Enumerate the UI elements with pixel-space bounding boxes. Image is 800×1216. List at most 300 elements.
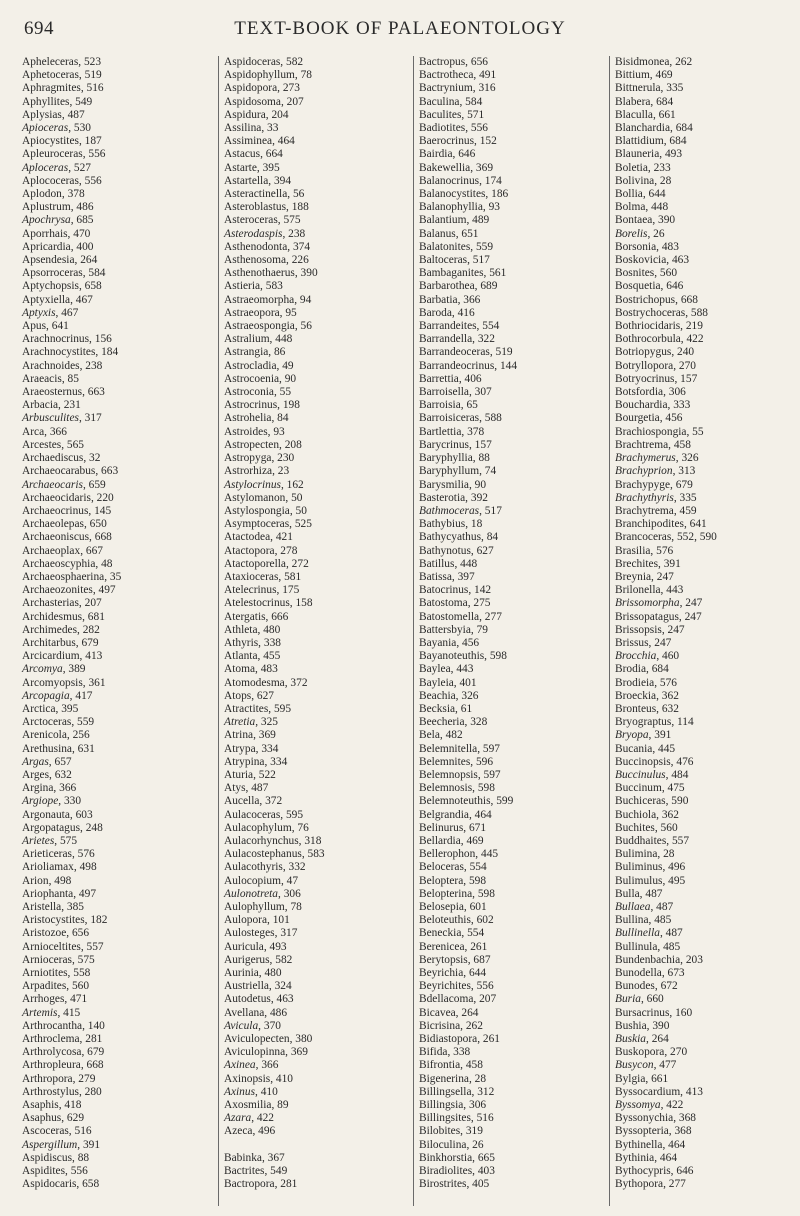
index-entry: Archimedes, 282 <box>22 623 100 636</box>
index-entry: Aplococeras, 556 <box>22 174 102 187</box>
index-entry: Balantium, 489 <box>419 214 490 227</box>
index-entry: Brissus, 247 <box>615 636 672 649</box>
index-entry: Bothriocidaris, 219 <box>615 320 703 333</box>
index-column-4 <box>609 56 785 1206</box>
index-entry: Barrandeites, 554 <box>419 320 500 333</box>
index-entry: Belgrandia, 464 <box>419 808 492 821</box>
index-entry: Bullinula, 485 <box>615 940 681 953</box>
index-entry: Baylea, 443 <box>419 663 474 676</box>
index-entry: Archaeocrinus, 145 <box>22 504 112 517</box>
index-entry: Arcomyopsis, 361 <box>22 676 106 689</box>
index-entry: Arthrolycosa, 679 <box>22 1046 105 1059</box>
index-entry: Buccinopsis, 476 <box>615 755 694 768</box>
index-entry: Batostomella, 277 <box>419 610 502 623</box>
index-entry: Bryopa, 391 <box>615 729 672 742</box>
index-entry: Bigenerina, 28 <box>419 1072 487 1085</box>
index-entry: Byssonychia, 368 <box>615 1112 696 1125</box>
index-entry: Bullina, 485 <box>615 914 672 927</box>
index-entry: Argopatagus, 248 <box>22 821 103 834</box>
index-entry: Belosepia, 601 <box>419 901 487 913</box>
index-entry: Aulosteges, 317 <box>224 927 298 940</box>
index-entry: Balanocrinus, 174 <box>419 174 502 187</box>
index-entry: Apioceras, 530 <box>22 122 91 135</box>
index-entry: Apheleceras, 523 <box>22 56 102 68</box>
index-entry: Asaphus, 629 <box>22 1112 85 1125</box>
index-entry: Brachtrema, 458 <box>615 438 691 451</box>
index-entry: Asaphis, 418 <box>22 1099 82 1112</box>
index-entry: Arcopagia, 417 <box>22 689 93 702</box>
index-entry: Bellardia, 469 <box>419 834 484 847</box>
index-entry: Bactropora, 281 <box>224 1178 298 1191</box>
index-entry: Aphetoceras, 519 <box>22 69 102 82</box>
index-entry: Ariophanta, 497 <box>22 887 97 900</box>
index-entry: Argas, 657 <box>22 755 72 768</box>
index-entry: Arcomya, 389 <box>22 663 86 676</box>
index-column-1 <box>22 56 172 1206</box>
index-entry: Brocchia, 460 <box>615 650 680 663</box>
index-entry: Barrandeoceras, 519 <box>419 346 513 359</box>
index-entry: Araeacis, 85 <box>22 372 79 385</box>
index-entry: Archaeosphaerina, 35 <box>22 570 122 583</box>
index-entry: Atelestocrinus, 158 <box>224 597 313 610</box>
index-entry: Bathycyathus, 84 <box>419 531 499 544</box>
index-entry: Arthrostylus, 280 <box>22 1085 102 1098</box>
index-entry: Barrandella, 322 <box>419 333 495 346</box>
index-entry: Billingsia, 306 <box>419 1099 487 1112</box>
index-entry: Becksia, 61 <box>419 702 473 715</box>
index-entry: Bolma, 448 <box>615 201 669 214</box>
index-entry: Buskopora, 270 <box>615 1046 688 1059</box>
index-entry: Bourgetia, 456 <box>615 412 683 425</box>
index-entry: Astieria, 583 <box>224 280 283 293</box>
index-entry: Archaeolepas, 650 <box>22 518 107 531</box>
index-entry: Atoma, 483 <box>224 663 278 676</box>
index-entry: Aplysias, 487 <box>22 108 85 121</box>
index-entry: Astralium, 448 <box>224 333 293 346</box>
index-entry: Astarte, 395 <box>224 161 280 174</box>
index-entry: Bushia, 390 <box>615 1019 670 1032</box>
index-entry: Biradiolites, 403 <box>419 1165 495 1178</box>
index-entry: Borsonia, 483 <box>615 240 679 253</box>
index-entry: Billingsites, 516 <box>419 1112 494 1125</box>
index-entry: Belemnites, 596 <box>419 755 494 768</box>
index-entry: Atomodesma, 372 <box>224 676 308 689</box>
index-entry: Aucella, 372 <box>224 795 283 808</box>
index-entry: Binkhorstia, 665 <box>419 1151 495 1164</box>
index-entry: Astylomanon, 50 <box>224 491 303 504</box>
index-entry: Aulacorhynchus, 318 <box>224 834 322 847</box>
index-entry: Atrypina, 334 <box>224 755 288 768</box>
index-entry: Arenicola, 256 <box>22 729 90 742</box>
index-entry: Belopterina, 598 <box>419 887 495 900</box>
index-entry: Bidiastopora, 261 <box>419 1033 500 1046</box>
index-entry: Astraeopora, 95 <box>224 306 297 319</box>
index-entry: Buddhaites, 557 <box>615 834 690 847</box>
index-entry: Billingsella, 312 <box>419 1085 495 1098</box>
index-entry: Baryphyllia, 88 <box>419 452 490 465</box>
index-entry: Arthrocantha, 140 <box>22 1019 105 1032</box>
index-entry: Beyrichites, 556 <box>419 980 494 993</box>
index-entry: Atrypa, 334 <box>224 742 279 755</box>
index-entry: Aspidocaris, 658 <box>22 1178 100 1191</box>
index-entry: Arachnocystites, 184 <box>22 346 119 359</box>
index-entry: Architarbus, 679 <box>22 636 99 649</box>
index-entry: Blauneria, 493 <box>615 148 683 161</box>
index-entry: Axinea, 366 <box>224 1059 279 1072</box>
index-entry: Astrocrinus, 198 <box>224 399 300 412</box>
index-entry: Bolivina, 28 <box>615 174 672 187</box>
index-entry: Astroides, 93 <box>224 425 285 438</box>
index-entry: Bythopora, 277 <box>615 1178 686 1191</box>
index-entry: Aviculopinna, 369 <box>224 1046 308 1059</box>
index-entry: Archaeoniscus, 668 <box>22 531 112 544</box>
index-column-3 <box>413 56 599 1206</box>
index-entry: Beloptera, 598 <box>419 874 487 887</box>
index-entry: Brilonella, 443 <box>615 584 684 597</box>
index-entry: Bulimulus, 495 <box>615 874 686 887</box>
index-entry: Brachytrema, 459 <box>615 504 697 517</box>
page-number: 694 <box>24 18 54 39</box>
index-entry: Bontaea, 390 <box>615 214 676 227</box>
index-entry: Bythinella, 464 <box>615 1138 686 1151</box>
index-entry: Beachia, 326 <box>419 689 479 702</box>
index-entry: Astraeomorpha, 94 <box>224 293 312 306</box>
index-entry: Archidesmus, 681 <box>22 610 105 623</box>
index-entry: Brachyprion, 313 <box>615 465 696 478</box>
index-entry: Aploceras, 527 <box>22 161 91 174</box>
index-entry: Bicrisina, 262 <box>419 1019 483 1032</box>
index-entry: Aspidophyllum, 78 <box>224 69 312 82</box>
index-entry: Balatonites, 559 <box>419 240 494 253</box>
index-entry: Austriella, 324 <box>224 980 292 993</box>
index-entry: Borelis, 26 <box>615 227 665 240</box>
index-entry: Aurinia, 480 <box>224 967 282 980</box>
index-entry: Bucania, 445 <box>615 742 676 755</box>
index-entry: Brissopatagus, 247 <box>615 610 702 623</box>
index-entry: Botriopygus, 240 <box>615 346 695 359</box>
index-entry: Axosmilia, 89 <box>224 1099 289 1112</box>
index-entry: Busycon, 477 <box>615 1059 677 1072</box>
index-entry: Aristocystites, 182 <box>22 914 108 927</box>
index-entry: Bifida, 338 <box>419 1046 471 1059</box>
index-entry: Bathynotus, 627 <box>419 544 494 557</box>
index-entry: Baryphyllum, 74 <box>419 465 497 478</box>
index-entry: Astacus, 664 <box>224 148 283 161</box>
index-entry: Belemnitella, 597 <box>419 742 500 755</box>
index-entry: Aptychopsis, 658 <box>22 280 102 293</box>
index-entry: Astrorhiza, 23 <box>224 465 290 478</box>
index-entry: Bartlettia, 378 <box>419 425 485 438</box>
index-entry: Arion, 498 <box>22 874 72 887</box>
index-entry: Boskovicia, 463 <box>615 254 690 267</box>
index-entry: Astroconia, 55 <box>224 386 292 399</box>
index-entry: Belemnopsis, 597 <box>419 768 501 781</box>
index-entry: Blaculla, 661 <box>615 108 676 121</box>
index-entry: Balanophyllia, 93 <box>419 201 500 214</box>
index-entry: Aphyllites, 549 <box>22 95 93 108</box>
index-entry: Asthenothaerus, 390 <box>224 267 318 280</box>
index-entry: Bulimina, 28 <box>615 848 675 861</box>
index-entry: Bathmoceras, 517 <box>419 504 502 517</box>
index-entry: Assiminea, 464 <box>224 135 295 148</box>
index-entry: Atactoporella, 272 <box>224 557 309 570</box>
index-entry: Brancoceras, 552, 590 <box>615 531 717 544</box>
index-entry: Buliminus, 496 <box>615 861 686 874</box>
index-entry: Barroisella, 307 <box>419 386 492 399</box>
index-entry: Apochrysa, 685 <box>22 214 94 227</box>
index-entry: Balanocystites, 186 <box>419 188 509 201</box>
index-entry: Bronteus, 632 <box>615 702 679 715</box>
index-entry: Arctica, 395 <box>22 702 79 715</box>
index-entry: Brasilia, 576 <box>615 544 674 557</box>
index-entry: Aspidura, 204 <box>224 108 289 121</box>
index-entry: Ataxioceras, 581 <box>224 570 302 583</box>
index-entry: Arniotites, 558 <box>22 967 91 980</box>
index-entry: Ascoceras, 516 <box>22 1125 92 1138</box>
index-entry: Bullaea, 487 <box>615 901 674 913</box>
index-entry: Atelecrinus, 175 <box>224 584 300 597</box>
index-entry: Arbacia, 231 <box>22 399 81 412</box>
index-entry: Asteractinella, 56 <box>224 188 305 201</box>
index-entry: Bactrynium, 316 <box>419 82 496 95</box>
index-entry: Asthenosoma, 226 <box>224 254 309 267</box>
index-entry: Bayania, 456 <box>419 636 480 649</box>
index-entry: Athleta, 480 <box>224 623 281 636</box>
index-entry: Bathybius, 18 <box>419 518 483 531</box>
index-entry: Beyrichia, 644 <box>419 967 487 980</box>
index-entry: Barroisia, 65 <box>419 399 478 412</box>
index-entry: Aulophyllum, 78 <box>224 901 302 913</box>
index-entry: Barbatia, 366 <box>419 293 481 306</box>
index-entry: Bythocypris, 646 <box>615 1165 694 1178</box>
index-entry: Araeosternus, 663 <box>22 386 105 399</box>
index-entry: Arrhoges, 471 <box>22 993 88 1006</box>
index-entry: Astartella, 394 <box>224 174 292 187</box>
index-entry: Barrettia, 406 <box>419 372 482 385</box>
index-entry: Asteroblastus, 188 <box>224 201 309 214</box>
index-entry: Bulla, 487 <box>615 887 663 900</box>
index-entry: Baculina, 584 <box>419 95 483 108</box>
index-entry: Avicula, 370 <box>224 1019 281 1032</box>
index-entry: Badiotites, 556 <box>419 122 488 135</box>
index-entry: Arca, 366 <box>22 425 67 438</box>
index-entry: Bothrocorbula, 422 <box>615 333 704 346</box>
index-entry: Aulacoceras, 595 <box>224 808 304 821</box>
index-entry: Archaeocidaris, 220 <box>22 491 114 504</box>
index-entry: Bosquetia, 646 <box>615 280 684 293</box>
index-entry: Artemis, 415 <box>22 1006 81 1019</box>
index-entry: Archaeocarabus, 663 <box>22 465 119 478</box>
index-entry: Bundenbachia, 203 <box>615 953 703 966</box>
index-entry: Bayanoteuthis, 598 <box>419 650 507 663</box>
index-entry: Breynia, 247 <box>615 570 674 583</box>
index-entry: Bollia, 644 <box>615 188 666 201</box>
index-entry: Arnioceltites, 557 <box>22 940 104 953</box>
index-entry: Bostrychoceras, 588 <box>615 306 708 319</box>
index-entry: Aspidites, 556 <box>22 1165 88 1178</box>
index-entry: Buchites, 560 <box>615 821 678 834</box>
index-entry: Auricula, 493 <box>224 940 287 953</box>
index-entry: Baerocrinus, 152 <box>419 135 497 148</box>
index-entry: Astropecten, 208 <box>224 438 302 451</box>
index-entry: Archasterias, 207 <box>22 597 102 610</box>
index-entry: Brachymerus, 326 <box>615 452 699 465</box>
index-entry: Bdellacoma, 207 <box>419 993 497 1006</box>
index-entry: Autodetus, 463 <box>224 993 294 1006</box>
index-entry: Bactrotheca, 491 <box>419 69 497 82</box>
index-entry: Buchiola, 362 <box>615 808 679 821</box>
index-entry: Astrocladia, 49 <box>224 359 294 372</box>
index-entry: Bakewellia, 369 <box>419 161 494 174</box>
index-entry: Arachnocrinus, 156 <box>22 333 112 346</box>
index-entry: Aulonotreta, 306 <box>224 887 301 900</box>
index-entry: Arthroclema, 281 <box>22 1033 103 1046</box>
index-entry: Aspidopora, 273 <box>224 82 300 95</box>
index-entry: Aspidiscus, 88 <box>22 1151 90 1164</box>
index-entry: Bunodes, 672 <box>615 980 678 993</box>
index-entry: Archaeoplax, 667 <box>22 544 103 557</box>
index-entry: Astraeospongia, 56 <box>224 320 312 333</box>
index-entry: Aulacophylum, 76 <box>224 821 309 834</box>
index-entry: Berytopsis, 687 <box>419 953 491 966</box>
index-entry: Baltoceras, 517 <box>419 254 490 267</box>
index-entry: Bostrichopus, 668 <box>615 293 698 306</box>
index-entry: Arioliamax, 498 <box>22 861 97 874</box>
index-entry: Brechites, 391 <box>615 557 681 570</box>
index-entry: Batillus, 448 <box>419 557 478 570</box>
page-header <box>22 18 778 48</box>
index-entry: Aurigerus, 582 <box>224 953 293 966</box>
index-entry: Basterotia, 392 <box>419 491 488 504</box>
index-entry: Arnioceras, 575 <box>22 953 95 966</box>
index-entry: Aphragmites, 516 <box>22 82 104 95</box>
index-entry: Broeckia, 362 <box>615 689 679 702</box>
index-entry: Buccinulus, 484 <box>615 768 689 781</box>
index-entry: Byssocardium, 413 <box>615 1085 703 1098</box>
index-entry: Bylgia, 661 <box>615 1072 669 1085</box>
index-entry: Arcicardium, 413 <box>22 650 103 663</box>
index-entry: Baroda, 416 <box>419 306 475 319</box>
index-entry: Battersbyia, 79 <box>419 623 488 636</box>
index-entry: Bicavea, 264 <box>419 1006 479 1019</box>
index-entry: Arethusina, 631 <box>22 742 95 755</box>
index-entry: Byssomya, 422 <box>615 1099 684 1112</box>
index-entry: Bilobites, 319 <box>419 1125 483 1138</box>
index-entry: Botryocrinus, 157 <box>615 372 698 385</box>
index-entry: Aplustrum, 486 <box>22 201 94 214</box>
index-entry: Brachythyris, 335 <box>615 491 697 504</box>
index-entry: Brissomorpha, 247 <box>615 597 703 610</box>
index-entry: Birostrites, 405 <box>419 1178 490 1191</box>
running-title: TEXT-BOOK OF PALAEONTOLOGY <box>234 18 566 39</box>
index-entry: Astropyga, 230 <box>224 452 295 465</box>
index-entry: Bittnerula, 335 <box>615 82 684 95</box>
index-entry: Atrina, 369 <box>224 729 276 742</box>
index-entry: Arietes, 575 <box>22 834 78 847</box>
index-entry: Branchipodites, 641 <box>615 518 707 531</box>
index-entry: Arges, 632 <box>22 768 72 781</box>
index-entry: Atys, 487 <box>224 782 269 795</box>
index-entry: Beloteuthis, 602 <box>419 914 494 927</box>
index-entry: Bullinella, 487 <box>615 927 683 940</box>
index-entry: Azara, 422 <box>224 1112 274 1125</box>
index-entry: Arcestes, 565 <box>22 438 84 451</box>
index-entry: Asymptoceras, 525 <box>224 518 312 531</box>
index-entry: Brodieia, 576 <box>615 676 678 689</box>
index-entry: Atretia, 325 <box>224 716 278 729</box>
index-entry: Aulacothyris, 332 <box>224 861 306 874</box>
index-entry: Bursacrinus, 160 <box>615 1006 693 1019</box>
index-entry: Archaeocaris, 659 <box>22 478 106 491</box>
index-entry: Atops, 627 <box>224 689 274 702</box>
index-entry: Aporrhais, 470 <box>22 227 91 240</box>
index-entry: Argiope, 330 <box>22 795 82 808</box>
index-entry: Babinka, 367 <box>224 1151 285 1164</box>
index-entry: Asteroceras, 575 <box>224 214 301 227</box>
index-entry: Astylocrinus, 162 <box>224 478 304 491</box>
index-entry: Blabera, 684 <box>615 95 674 108</box>
index-entry: Baculites, 571 <box>419 108 485 121</box>
index-entry: Brissopsis, 247 <box>615 623 685 636</box>
index-entry: Axinopsis, 410 <box>224 1072 293 1085</box>
index-entry: Byssopteria, 368 <box>615 1125 692 1138</box>
index-entry: Apricardia, 400 <box>22 240 94 253</box>
index-entry: Avellana, 486 <box>224 1006 288 1019</box>
index-entry: Bisidmonea, 262 <box>615 56 693 68</box>
index-entry: Astrohelia, 84 <box>224 412 289 425</box>
index-entry: Aspergillum, 391 <box>22 1138 101 1151</box>
index-entry: Bela, 482 <box>419 729 463 742</box>
index-entry: Barysmilia, 90 <box>419 478 487 491</box>
index-entry: Aturia, 522 <box>224 768 276 781</box>
index-entry: Buchiceras, 590 <box>615 795 689 808</box>
index-entry: Botryllopora, 270 <box>615 359 696 372</box>
index-entry: Batocrinus, 142 <box>419 584 492 597</box>
index-entry: Aspidoceras, 582 <box>224 56 304 68</box>
index-entry: Balanus, 651 <box>419 227 479 240</box>
index-entry: Arbusculites, 317 <box>22 412 102 425</box>
index-entry: Aspidosoma, 207 <box>224 95 304 108</box>
index-entry: Athyris, 338 <box>224 636 281 649</box>
index-entry: Brachiospongia, 55 <box>615 425 704 438</box>
index-entry: Atractites, 595 <box>224 702 292 715</box>
index-entry: Blanchardia, 684 <box>615 122 693 135</box>
index-entry: Belemnoteuthis, 599 <box>419 795 514 808</box>
index-entry: Assilina, 33 <box>224 122 279 135</box>
index-entry: Bythinia, 464 <box>615 1151 678 1164</box>
index-entry: Barycrinus, 157 <box>419 438 492 451</box>
index-entry: Barrandeocrinus, 144 <box>419 359 518 372</box>
index-entry: Arctoceras, 559 <box>22 716 95 729</box>
index-entry: Buccinum, 475 <box>615 782 685 795</box>
index-entry: Bryograptus, 114 <box>615 716 694 729</box>
index-entry: Bactropus, 656 <box>419 56 488 68</box>
index-entry: Apus, 641 <box>22 320 69 333</box>
index-entry: Bayleia, 401 <box>419 676 477 689</box>
index-entry: Belinurus, 671 <box>419 821 487 834</box>
index-column-2 <box>218 56 404 1206</box>
index-entry: Beneckia, 554 <box>419 927 485 940</box>
index-entry: Asterodaspis, 238 <box>224 227 306 240</box>
index-entry: Barbarothea, 689 <box>419 280 498 293</box>
index-entry: Bifrontia, 458 <box>419 1059 483 1072</box>
index-entry: Aulacostephanus, 583 <box>224 848 325 861</box>
index-entry: Asthenodonta, 374 <box>224 240 311 253</box>
index-entry: Azeca, 496 <box>224 1125 276 1138</box>
index-entry: Aulopora, 101 <box>224 914 290 927</box>
index-entry: Arieticeras, 576 <box>22 848 95 861</box>
index-entry: Buskia, 264 <box>615 1033 669 1046</box>
